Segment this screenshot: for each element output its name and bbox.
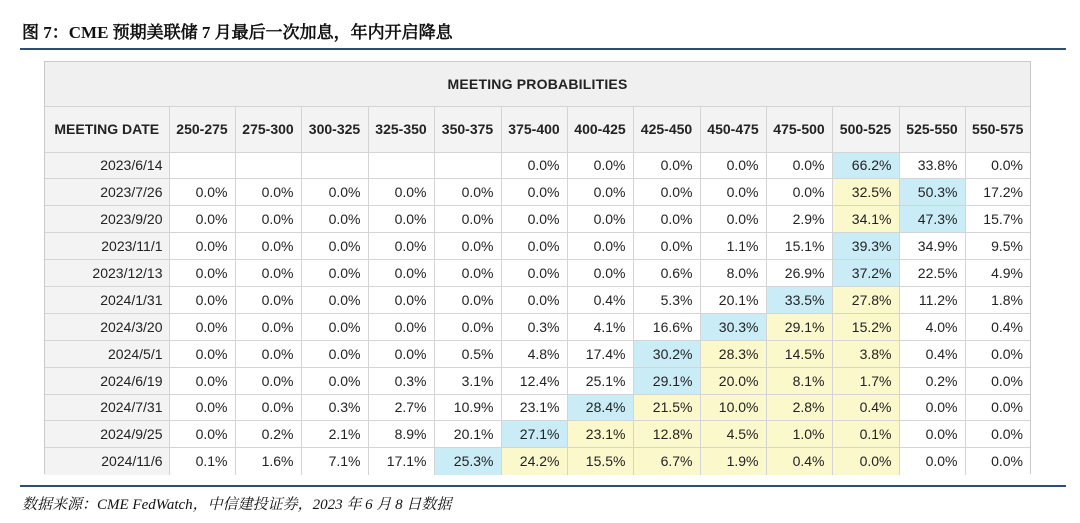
probability-cell: 6.7%	[633, 448, 700, 475]
table-row	[45, 179, 1030, 206]
probability-cell: 14.5%	[766, 340, 832, 367]
probability-cell: 0.0%	[169, 421, 235, 448]
meeting-date-cell: 2024/1/31	[45, 286, 169, 313]
probability-cell: 0.0%	[235, 206, 301, 233]
probability-cell: 0.4%	[965, 313, 1030, 340]
probability-cell: 0.0%	[169, 206, 235, 233]
probability-cell: 28.4%	[567, 394, 633, 421]
probability-cell: 0.0%	[965, 421, 1030, 448]
probability-cell: 0.0%	[832, 448, 899, 475]
probability-cell: 2.7%	[368, 394, 434, 421]
probability-cell: 0.0%	[501, 179, 567, 206]
table-row	[45, 286, 1030, 313]
probability-cell: 0.0%	[501, 286, 567, 313]
probability-cell: 4.1%	[567, 313, 633, 340]
probability-cell: 0.0%	[899, 421, 965, 448]
table-row	[45, 340, 1030, 367]
table-row	[45, 394, 1030, 421]
probability-cell: 0.4%	[567, 286, 633, 313]
source-note: 数据来源：CME FedWatch，中信建投证券，2023 年 6 月 8 日数据	[22, 497, 452, 513]
meeting-date-cell: 2024/5/1	[45, 340, 169, 367]
probability-cell: 27.8%	[832, 286, 899, 313]
probability-cell: 0.0%	[766, 179, 832, 206]
probability-cell: 0.0%	[501, 260, 567, 287]
rate-range-header: 475-500	[766, 106, 832, 152]
figure-title: 图 7：CME 预期美联储 7 月最后一次加息，年内开启降息	[22, 23, 453, 42]
probability-cell: 0.0%	[501, 152, 567, 179]
probability-cell: 0.0%	[766, 152, 832, 179]
probability-cell: 0.4%	[832, 394, 899, 421]
probability-cell	[169, 152, 235, 179]
probability-cell: 1.6%	[235, 448, 301, 475]
probability-cell: 25.3%	[434, 448, 501, 475]
probability-cell: 33.8%	[899, 152, 965, 179]
probability-cell: 8.9%	[368, 421, 434, 448]
table-row	[45, 313, 1030, 340]
probability-cell: 8.1%	[766, 367, 832, 394]
table-row	[45, 448, 1030, 475]
probability-cell: 0.6%	[633, 260, 700, 287]
probability-cell: 12.8%	[633, 421, 700, 448]
probability-cell: 0.0%	[301, 313, 368, 340]
probability-cell: 29.1%	[766, 313, 832, 340]
meeting-date-cell: 2024/9/25	[45, 421, 169, 448]
probability-cell: 0.0%	[301, 260, 368, 287]
probability-cell: 0.0%	[567, 179, 633, 206]
probability-cell: 0.0%	[434, 206, 501, 233]
probability-cell: 0.0%	[169, 340, 235, 367]
meeting-date-cell: 2023/11/1	[45, 233, 169, 260]
meeting-date-cell: 2023/12/13	[45, 260, 169, 287]
probability-cell: 0.0%	[633, 233, 700, 260]
probability-cell: 3.1%	[434, 367, 501, 394]
rate-range-header: 300-325	[301, 106, 368, 152]
probability-cell: 0.0%	[235, 233, 301, 260]
probability-cell: 26.9%	[766, 260, 832, 287]
probability-cell: 0.4%	[766, 448, 832, 475]
probability-cell: 29.1%	[633, 367, 700, 394]
probability-cell: 5.3%	[633, 286, 700, 313]
probability-cell: 2.1%	[301, 421, 368, 448]
probability-cell: 0.0%	[434, 233, 501, 260]
meeting-date-cell: 2023/7/26	[45, 179, 169, 206]
probability-cell: 37.2%	[832, 260, 899, 287]
probability-cell: 0.0%	[633, 152, 700, 179]
probability-cell: 12.4%	[501, 367, 567, 394]
probability-cell: 0.0%	[368, 286, 434, 313]
probability-cell: 0.0%	[700, 179, 766, 206]
probability-cell: 33.5%	[766, 286, 832, 313]
probability-cell: 16.6%	[633, 313, 700, 340]
probability-cell: 0.0%	[567, 206, 633, 233]
probability-cell: 1.9%	[700, 448, 766, 475]
rate-range-header: 500-525	[832, 106, 899, 152]
probability-cell: 0.0%	[434, 286, 501, 313]
probability-cell: 0.0%	[235, 179, 301, 206]
probability-cell: 20.0%	[700, 367, 766, 394]
rate-range-header: 325-350	[368, 106, 434, 152]
probability-cell: 0.0%	[301, 286, 368, 313]
probability-cell: 1.7%	[832, 367, 899, 394]
table-row	[45, 421, 1030, 448]
probability-cell: 34.1%	[832, 206, 899, 233]
probability-cell: 0.0%	[169, 394, 235, 421]
probability-cell: 0.0%	[368, 260, 434, 287]
probability-cell	[235, 152, 301, 179]
probability-cell: 0.0%	[434, 313, 501, 340]
probability-cell: 4.5%	[700, 421, 766, 448]
probability-cell: 0.0%	[368, 340, 434, 367]
probability-cell: 0.3%	[368, 367, 434, 394]
probability-cell: 0.0%	[235, 340, 301, 367]
rate-range-header: 250-275	[169, 106, 235, 152]
probability-cell: 10.0%	[700, 394, 766, 421]
probability-cell: 4.9%	[965, 260, 1030, 287]
probability-cell: 0.5%	[434, 340, 501, 367]
probability-cell: 0.0%	[567, 233, 633, 260]
probability-cell: 15.2%	[832, 313, 899, 340]
bottom-rule	[20, 485, 1066, 487]
probability-cell: 0.0%	[567, 260, 633, 287]
meeting-date-cell: 2024/3/20	[45, 313, 169, 340]
rate-range-header: 375-400	[501, 106, 567, 152]
probability-cell: 0.0%	[235, 313, 301, 340]
table-row	[45, 152, 1030, 179]
probability-cell: 0.0%	[965, 448, 1030, 475]
probability-cell: 23.1%	[501, 394, 567, 421]
probability-cell: 0.0%	[235, 367, 301, 394]
meeting-date-cell: 2023/6/14	[45, 152, 169, 179]
probability-cell: 0.0%	[700, 152, 766, 179]
probability-cell: 0.0%	[301, 367, 368, 394]
probability-cell: 39.3%	[832, 233, 899, 260]
probability-cell: 0.0%	[301, 340, 368, 367]
probability-cell: 4.8%	[501, 340, 567, 367]
probability-cell: 0.0%	[301, 206, 368, 233]
probability-cell: 0.0%	[169, 367, 235, 394]
probability-cell: 0.1%	[832, 421, 899, 448]
probability-cell: 0.0%	[368, 179, 434, 206]
rate-range-header: 450-475	[700, 106, 766, 152]
probability-cell: 11.2%	[899, 286, 965, 313]
probability-cell: 10.9%	[434, 394, 501, 421]
probability-cell: 0.0%	[169, 313, 235, 340]
probability-cell: 0.0%	[633, 179, 700, 206]
probability-cell: 0.1%	[169, 448, 235, 475]
table-row	[45, 233, 1030, 260]
probability-cell	[434, 152, 501, 179]
probability-cell: 15.7%	[965, 206, 1030, 233]
probability-cell: 9.5%	[965, 233, 1030, 260]
probability-cell: 30.2%	[633, 340, 700, 367]
probability-cell: 32.5%	[832, 179, 899, 206]
probability-cell: 47.3%	[899, 206, 965, 233]
probability-cell: 15.1%	[766, 233, 832, 260]
probability-cell: 0.2%	[899, 367, 965, 394]
probability-table	[45, 62, 1030, 475]
probability-cell: 17.2%	[965, 179, 1030, 206]
rate-range-header: 400-425	[567, 106, 633, 152]
probability-cell: 0.2%	[235, 421, 301, 448]
probability-cell: 0.0%	[700, 206, 766, 233]
probability-cell: 34.9%	[899, 233, 965, 260]
probability-cell: 20.1%	[700, 286, 766, 313]
probability-cell: 17.4%	[567, 340, 633, 367]
probability-cell: 1.8%	[965, 286, 1030, 313]
probability-cell: 0.0%	[965, 367, 1030, 394]
probability-cell: 0.0%	[368, 313, 434, 340]
probability-cell: 0.3%	[501, 313, 567, 340]
probability-cell: 1.1%	[700, 233, 766, 260]
top-rule	[20, 48, 1066, 50]
probability-cell: 0.0%	[368, 233, 434, 260]
probability-cell: 0.0%	[301, 179, 368, 206]
probability-cell: 3.8%	[832, 340, 899, 367]
meeting-probabilities-table	[44, 61, 1031, 474]
probability-cell: 28.3%	[700, 340, 766, 367]
probability-cell: 0.0%	[169, 286, 235, 313]
probability-cell: 0.0%	[899, 448, 965, 475]
probability-cell: 17.1%	[368, 448, 434, 475]
probability-cell: 0.0%	[169, 260, 235, 287]
table-row	[45, 260, 1030, 287]
meeting-date-cell: 2024/6/19	[45, 367, 169, 394]
probability-cell: 8.0%	[700, 260, 766, 287]
rate-range-header: 525-550	[899, 106, 965, 152]
probability-cell: 0.0%	[965, 394, 1030, 421]
probability-cell: 0.0%	[235, 394, 301, 421]
rate-range-header: 425-450	[633, 106, 700, 152]
probability-cell	[301, 152, 368, 179]
probability-cell	[368, 152, 434, 179]
probability-cell: 1.0%	[766, 421, 832, 448]
probability-cell: 2.8%	[766, 394, 832, 421]
probability-cell: 22.5%	[899, 260, 965, 287]
probability-cell: 0.0%	[434, 179, 501, 206]
table-row	[45, 367, 1030, 394]
probability-cell: 7.1%	[301, 448, 368, 475]
probability-cell: 0.0%	[301, 233, 368, 260]
probability-cell: 15.5%	[567, 448, 633, 475]
probability-cell: 0.0%	[965, 152, 1030, 179]
meeting-date-header: MEETING DATE	[45, 106, 169, 152]
probability-cell: 0.0%	[235, 260, 301, 287]
probability-cell: 0.0%	[169, 179, 235, 206]
probability-cell: 0.0%	[501, 233, 567, 260]
meeting-date-cell: 2023/9/20	[45, 206, 169, 233]
probability-cell: 27.1%	[501, 421, 567, 448]
probability-cell: 0.0%	[368, 206, 434, 233]
meeting-date-cell: 2024/7/31	[45, 394, 169, 421]
rate-range-header: 550-575	[965, 106, 1030, 152]
probability-cell: 66.2%	[832, 152, 899, 179]
probability-cell: 0.0%	[501, 206, 567, 233]
probability-cell: 20.1%	[434, 421, 501, 448]
probability-cell: 30.3%	[700, 313, 766, 340]
probability-cell: 0.0%	[899, 394, 965, 421]
column-header-row	[45, 106, 1030, 152]
table-body	[45, 152, 1030, 475]
probability-cell: 0.3%	[301, 394, 368, 421]
probability-cell: 0.0%	[567, 152, 633, 179]
probability-cell: 0.0%	[965, 340, 1030, 367]
probability-cell: 0.0%	[235, 286, 301, 313]
probability-cell: 21.5%	[633, 394, 700, 421]
probability-cell: 50.3%	[899, 179, 965, 206]
meeting-date-cell: 2024/11/6	[45, 448, 169, 475]
table-title: MEETING PROBABILITIES	[45, 62, 1030, 106]
probability-cell: 25.1%	[567, 367, 633, 394]
probability-cell: 24.2%	[501, 448, 567, 475]
probability-cell: 0.0%	[169, 233, 235, 260]
probability-cell: 0.4%	[899, 340, 965, 367]
table-row	[45, 206, 1030, 233]
probability-cell: 0.0%	[633, 206, 700, 233]
probability-cell: 23.1%	[567, 421, 633, 448]
probability-cell: 2.9%	[766, 206, 832, 233]
rate-range-header: 350-375	[434, 106, 501, 152]
rate-range-header: 275-300	[235, 106, 301, 152]
probability-cell: 0.0%	[434, 260, 501, 287]
probability-cell: 4.0%	[899, 313, 965, 340]
